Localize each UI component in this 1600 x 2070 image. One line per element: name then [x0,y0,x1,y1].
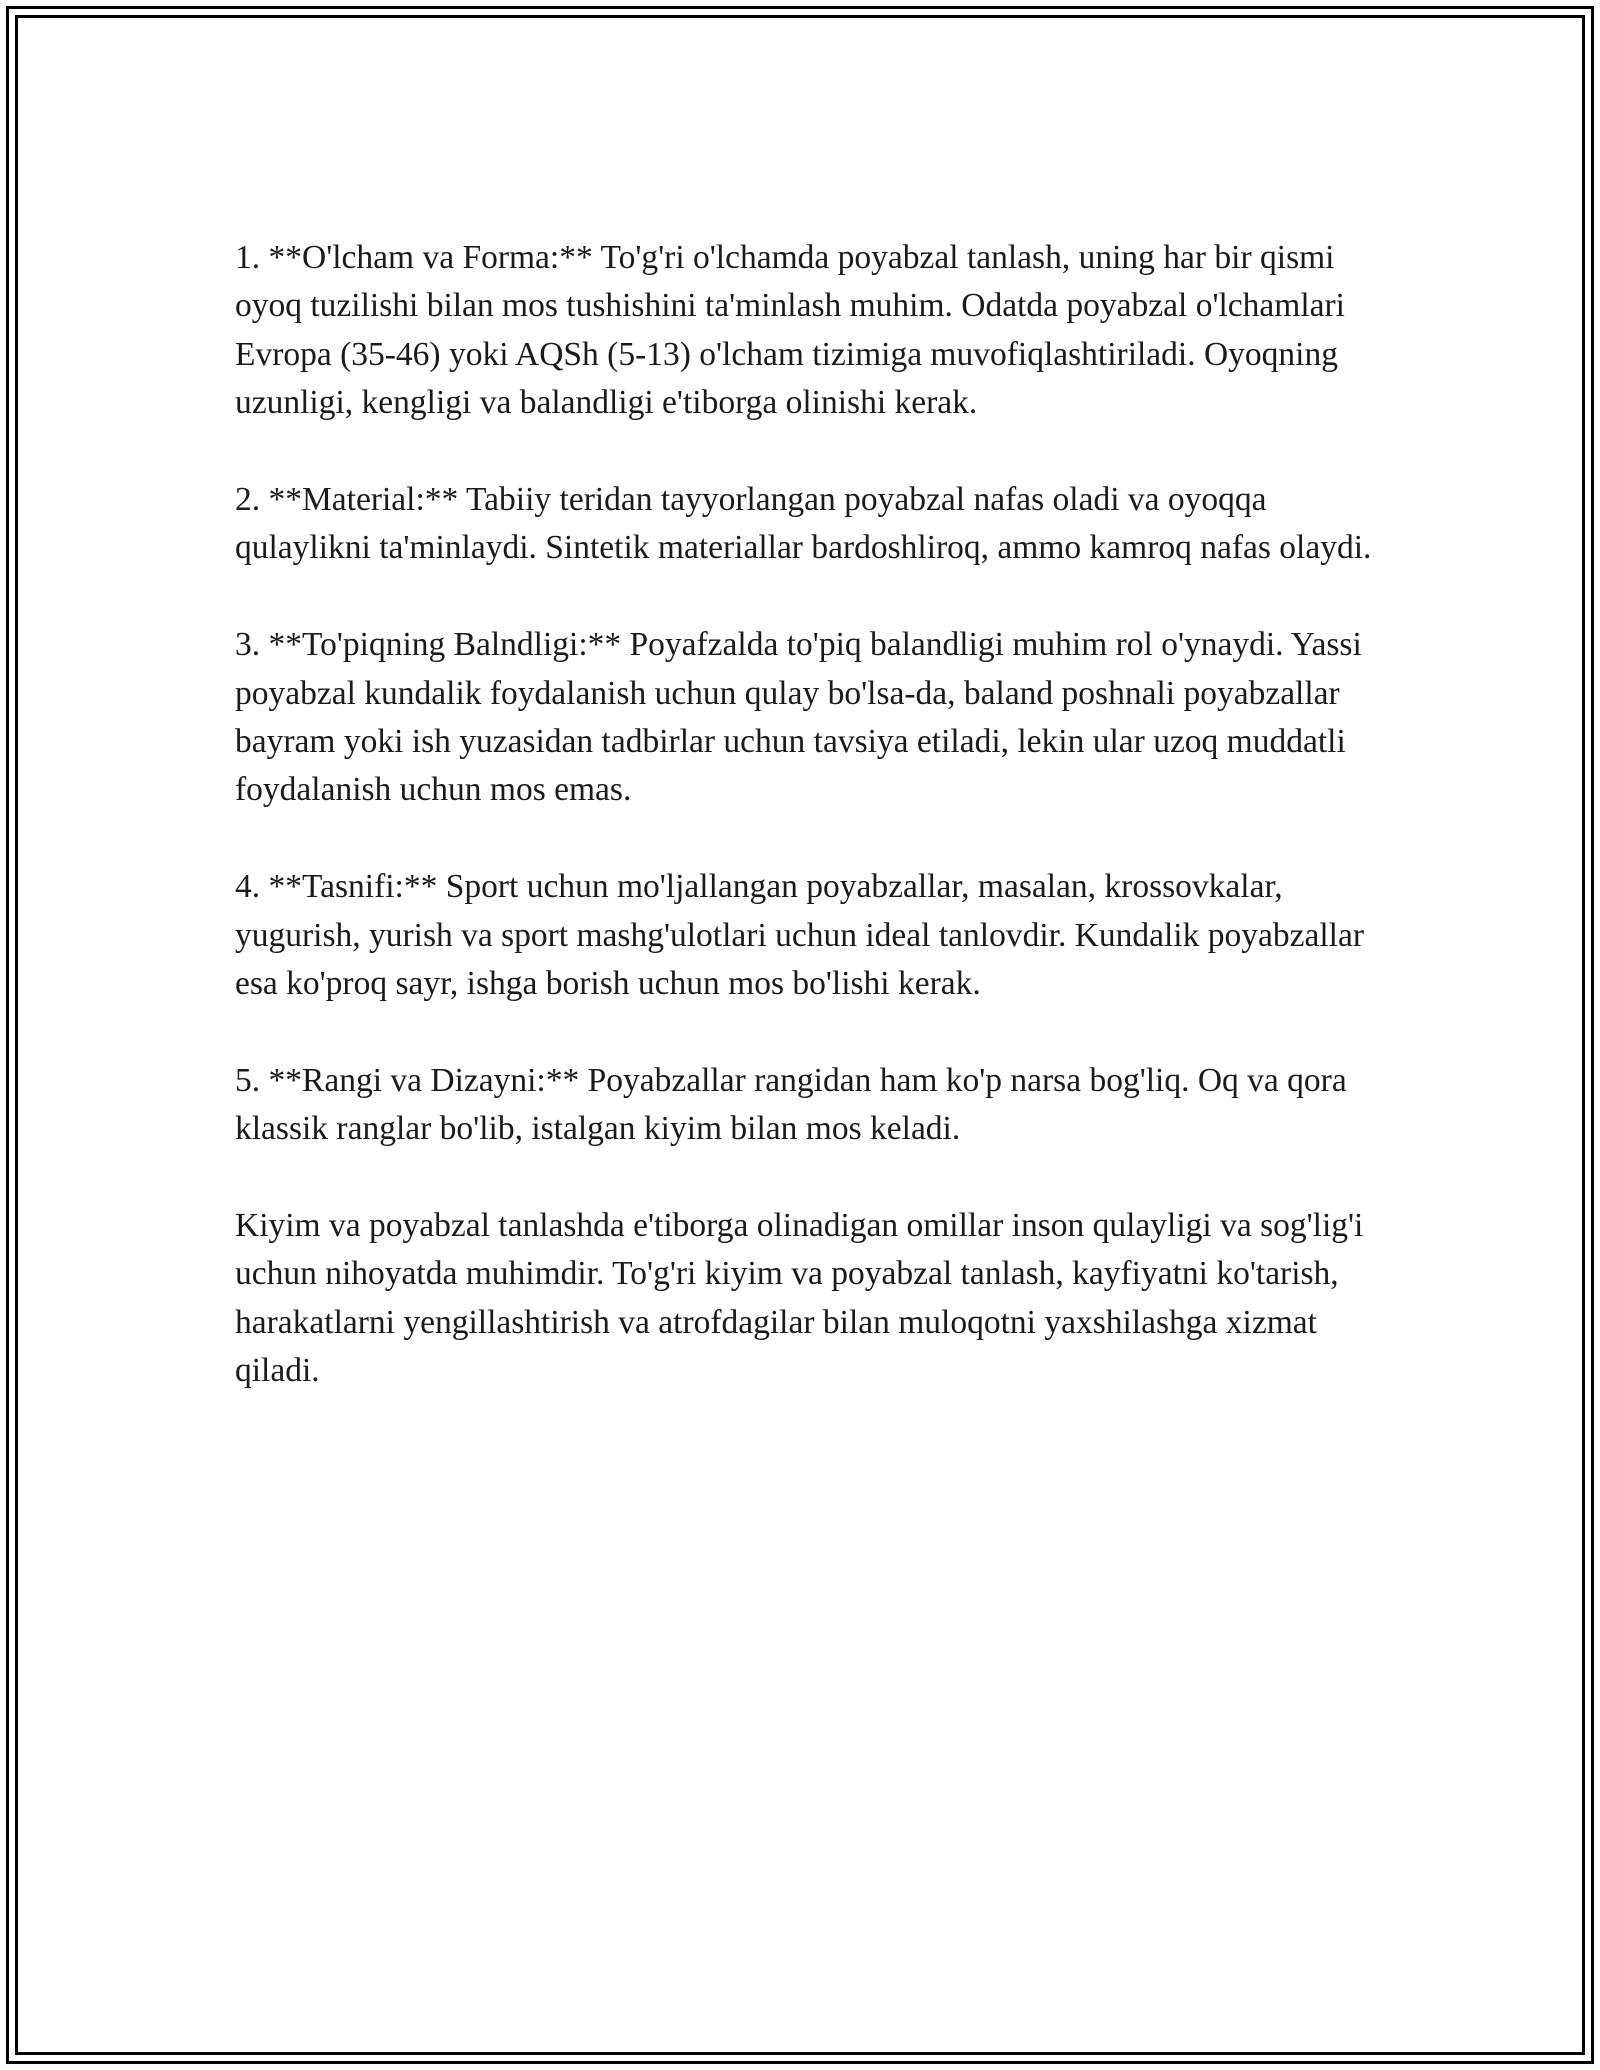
paragraph-size-and-form: 1. **O'lcham va Forma:** To'g'ri o'lchamda poyabzal tanlash, uning har bir qismi oyoq tuzilishi bilan mos tushishini ta'minlash muhim. Odatda poyabzal o'lchamlari Evropa (35-46) yoki AQSh (5-13) o'lcham tizimiga muvofiqlashtiriladi. Oyoqning uzunligi, kengligi va balandligi e'tiborga olinishi kerak. [235,239,1345,422]
paragraph-heel-height: 3. **To'piqning Balndligi:** Poyafzalda to'piq balandligi muhim rol o'ynaydi. Yassi poyabzal kundalik foydalanish uchun qulay bo'lsa-da, baland poshnali poyabzallar bayram yoki ish yuzasidan tadbirlar uchun tavsiya etiladi, lekin ular uzoq muddatli foydalanish uchun mos emas. [235,626,1362,809]
paragraph-material: 2. **Material:** Tabiiy teridan tayyorlangan poyabzal nafas oladi va oyoqqa qulaylikni ta'minlaydi. Sintetik materiallar bardoshliroq, ammo kamroq nafas olaydi. [235,481,1372,567]
paragraph-conclusion: Kiyim va poyabzal tanlashda e'tiborga olinadigan omillar inson qulayligi va sog'lig'i uchun nihoyatda muhimdir. To'g'ri kiyim va poyabzal tanlash, kayfiyatni ko'tarish, harakatlarni yengillashtirish va atrofdagilar bilan muloqotni yaxshilashga xizmat qiladi. [235,1207,1364,1390]
paragraph-classification: 4. **Tasnifi:** Sport uchun mo'ljallangan poyabzallar, masalan, krossovkalar, yugurish, yurish va sport mashg'ulotlari uchun ideal tanlovdir. Kundalik poyabzallar esa ko'proq sayr, ishga borish uchun mos bo'lishi kerak. [235,868,1364,1003]
document-body [235,234,1375,1444]
paragraph-color-and-design: 5. **Rangi va Dizayni:** Poyabzallar rangidan ham ko'p narsa bog'liq. Oq va qora klassik ranglar bo'lib, istalgan kiyim bilan mos keladi. [235,1061,1347,1148]
